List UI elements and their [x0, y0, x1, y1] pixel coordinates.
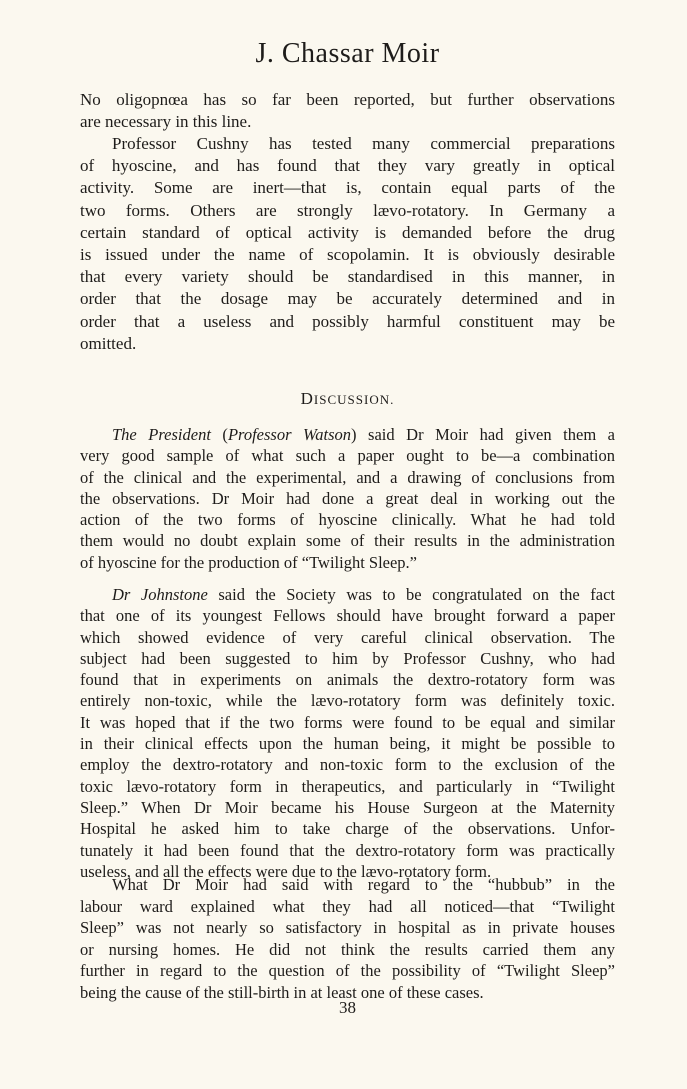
speaker-name: Dr Johnstone — [112, 585, 208, 604]
text-line: subject had been suggested to him by Professor Cushny, who had — [80, 648, 615, 668]
paragraph-president — [80, 424, 615, 573]
text-line — [80, 424, 615, 445]
text-line: toxic lævo-rotatory form in therapeutics, and particularly in “Twilight — [80, 776, 615, 796]
text-line: useless, and all the effects were due to the lævo-rotatory form. — [80, 861, 492, 881]
text-line: action of the two forms of hyoscine clinically. What he had told — [80, 510, 615, 530]
text-line: of hyoscine for the production of “Twilight Sleep.” — [80, 552, 418, 572]
speaker-name: Professor Watson — [227, 425, 352, 444]
text-fragment: ( — [210, 425, 228, 444]
text-line: further in regard to the question of the possibility of “Twilight Sleep” — [80, 961, 615, 980]
text-line: order that the dosage may be accurately determined and in — [80, 289, 615, 309]
text-line: is issued under the name of scopolamin. It is obviously desirable — [80, 245, 615, 265]
text-line: Sleep” was not nearly so satisfactory in hospital as in private houses — [80, 918, 615, 937]
text-line: entirely non-toxic, while the lævo-rotatory form was definitely toxic. — [80, 691, 615, 711]
text-line: Hospital he asked him to take charge of the observations. Unfor- — [80, 819, 615, 839]
text-line: two forms. Others are strongly lævo-rotatory. In Germany a — [80, 200, 615, 220]
text-line: that one of its youngest Fellows should have brought forward a paper — [80, 606, 615, 626]
text-line: found that in experiments on animals the dextro-rotatory form was — [80, 670, 615, 690]
text-line: which showed evidence of very careful clinical observation. The — [80, 627, 615, 647]
text-line: the observations. Dr Moir had done a great deal in working out the — [80, 488, 615, 508]
text-line: in their clinical effects upon the human being, it might be possible to — [80, 734, 615, 754]
text-line: omitted. — [80, 333, 137, 353]
paragraph-oligopnoea — [80, 89, 615, 133]
text-line: them would no doubt explain some of their results in the administration — [80, 531, 615, 551]
discussion-heading: DISCUSSION. — [300, 389, 395, 408]
text-line: very good sample of what such a paper ought to be—a combination — [80, 446, 615, 466]
running-head: J. Chassar Moir — [255, 38, 440, 69]
text-line: certain standard of optical activity is demanded before the drug — [80, 222, 615, 242]
speaker-name: The President — [112, 425, 211, 444]
paragraph-cushny — [80, 133, 615, 355]
text-line: tunately it had been found that the dextro-rotatory form was practically — [80, 840, 615, 860]
text-line: of hyoscine, and has found that they vary greatly in optical — [80, 156, 615, 176]
text-line: It was hoped that if the two forms were found to be equal and similar — [80, 712, 615, 732]
text-line: that every variety should be standardised in this manner, in — [80, 267, 615, 287]
text-line: being the cause of the still-birth in at least one of these cases. — [80, 982, 484, 1002]
text-line: What Dr Moir had said with regard to the “hubbub” in the — [112, 875, 615, 894]
text-line: employ the dextro-rotatory and non-toxic form to the exclusion of the — [80, 755, 615, 775]
text-line: order that a useless and possibly harmful constituent may be — [80, 311, 615, 331]
page-number: 38 — [339, 998, 356, 1017]
text-line: Sleep.” When Dr Moir became his House Surgeon at the Maternity — [80, 797, 615, 817]
text-line: or nursing homes. He did not think the results carried them any — [80, 939, 615, 959]
text-line: Professor Cushny has tested many commercial preparations — [112, 134, 615, 153]
text-line: are necessary in this line. — [80, 112, 252, 132]
text-line: of the clinical and the experimental, and a drawing of conclusions from — [80, 467, 615, 487]
text-line: labour ward explained what they had all noticed—that “Twilight — [80, 896, 615, 916]
text-fragment: said the Society was to be congratulated on the fact — [207, 585, 615, 604]
text-line: activity. Some are inert—that is, contain equal parts of the — [80, 178, 615, 198]
text-line: No oligopnœa has so far been reported, but further observations — [80, 90, 615, 109]
paragraph-hubbub — [80, 874, 615, 1003]
paragraph-johnstone — [80, 584, 615, 882]
book-page — [80, 0, 615, 1089]
text-line — [80, 584, 615, 605]
text-fragment: ) said Dr Moir had given them a — [351, 425, 616, 444]
